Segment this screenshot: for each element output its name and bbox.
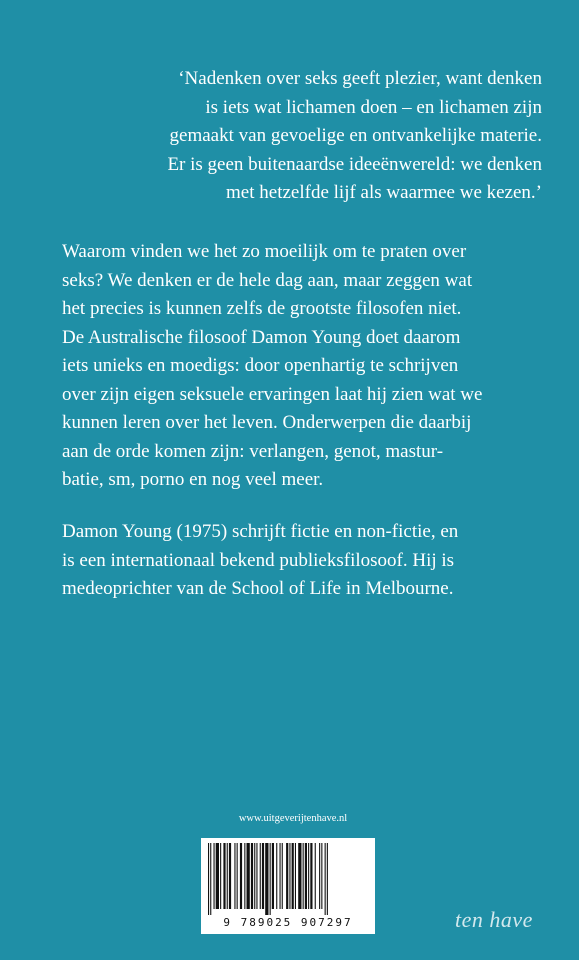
blurb-line: iets unieks en moedigs: door openhartig te schrijven	[62, 355, 459, 376]
blurb-line: De Australische filosoof Damon Young doet daarom	[62, 326, 461, 348]
barcode-bar	[247, 843, 250, 909]
barcode-bar	[286, 843, 288, 909]
quote-line: Er is geen buitenaardse ideeënwereld: we denken	[167, 153, 542, 175]
bio-line: medeoprichter van de School of Life in Melbourne.	[62, 578, 454, 599]
barcode-bar	[214, 843, 215, 909]
barcode-bar	[325, 843, 326, 915]
barcode-bar	[280, 843, 281, 909]
barcode-bar	[223, 843, 225, 909]
barcode-bar	[295, 843, 296, 909]
barcode-bar	[265, 843, 268, 915]
barcode-bar	[310, 843, 312, 909]
bio-line: is een internationaal bekend publieksfilosoof. Hij is	[62, 549, 455, 571]
barcode-bar	[289, 843, 290, 909]
barcode-bar	[234, 843, 235, 909]
barcode-bar	[210, 843, 211, 915]
barcode-bar	[282, 843, 283, 909]
barcode-bar	[240, 843, 242, 909]
barcode-bar	[305, 843, 307, 909]
author-bio	[62, 518, 542, 604]
barcode-bar	[208, 843, 209, 915]
quote-line: ‘Nadenken over seks geeft plezier, want denken	[178, 68, 542, 89]
barcode-bar	[260, 843, 261, 909]
quote-line: met hetzelfde lijf als waarmee we kezen.’	[226, 182, 542, 203]
barcode-bar	[251, 843, 253, 909]
barcode-bar	[276, 843, 277, 909]
barcode-bar	[262, 843, 264, 909]
blurb-line: kunnen leren over het leven. Onderwerpen die daarbij	[62, 412, 472, 433]
barcode-bar	[229, 843, 231, 909]
blurb-line: het precies is kunnen zelfs de grootste filosofen niet.	[62, 298, 462, 319]
barcode-bars	[208, 843, 368, 915]
quote-line: gemaakt van gevoelige en ontvankelijke materie.	[169, 125, 542, 146]
barcode-bar	[270, 843, 271, 915]
publisher-logo: ten have	[455, 907, 533, 932]
barcode-bar	[216, 843, 219, 909]
barcode-bar	[319, 843, 320, 909]
barcode-bar	[327, 843, 328, 915]
barcode-bar	[298, 843, 301, 909]
barcode-bar	[308, 843, 309, 909]
barcode-bar	[244, 843, 245, 909]
barcode-bar	[272, 843, 274, 909]
isbn-barcode	[201, 838, 375, 934]
bio-line: Damon Young (1975) schrijft fictie en non-fictie, en	[62, 521, 459, 542]
blurb-line: aan de orde komen zijn: verlangen, genot, mastur-	[62, 440, 444, 462]
blurb-paragraph	[62, 238, 542, 495]
blurb-line: Waarom vinden we het zo moeilijk om te praten over	[62, 241, 467, 262]
barcode-bar	[315, 843, 316, 909]
barcode-bar	[220, 843, 221, 909]
barcode-bar	[292, 843, 294, 909]
publisher-url: www.uitgeverijtenhave.nl	[238, 813, 348, 824]
barcode-bar	[227, 843, 228, 909]
isbn-number: 9 789025 907297	[223, 916, 353, 929]
barcode-bar	[237, 843, 238, 909]
barcode-bar	[303, 843, 304, 909]
blurb-line: over zijn eigen seksuele ervaringen laat hij zien wat we	[62, 383, 483, 405]
quote-line: is iets wat lichamen doen – en lichamen zijn	[205, 96, 542, 118]
barcode-bar	[254, 843, 255, 909]
barcode-bar	[321, 843, 322, 909]
quote	[62, 65, 542, 208]
barcode-bar	[256, 843, 257, 909]
blurb-line: batie, sm, porno en nog veel meer.	[62, 469, 324, 490]
blurb-line: seks? We denken er de hele dag aan, maar zeggen wat	[62, 269, 473, 291]
